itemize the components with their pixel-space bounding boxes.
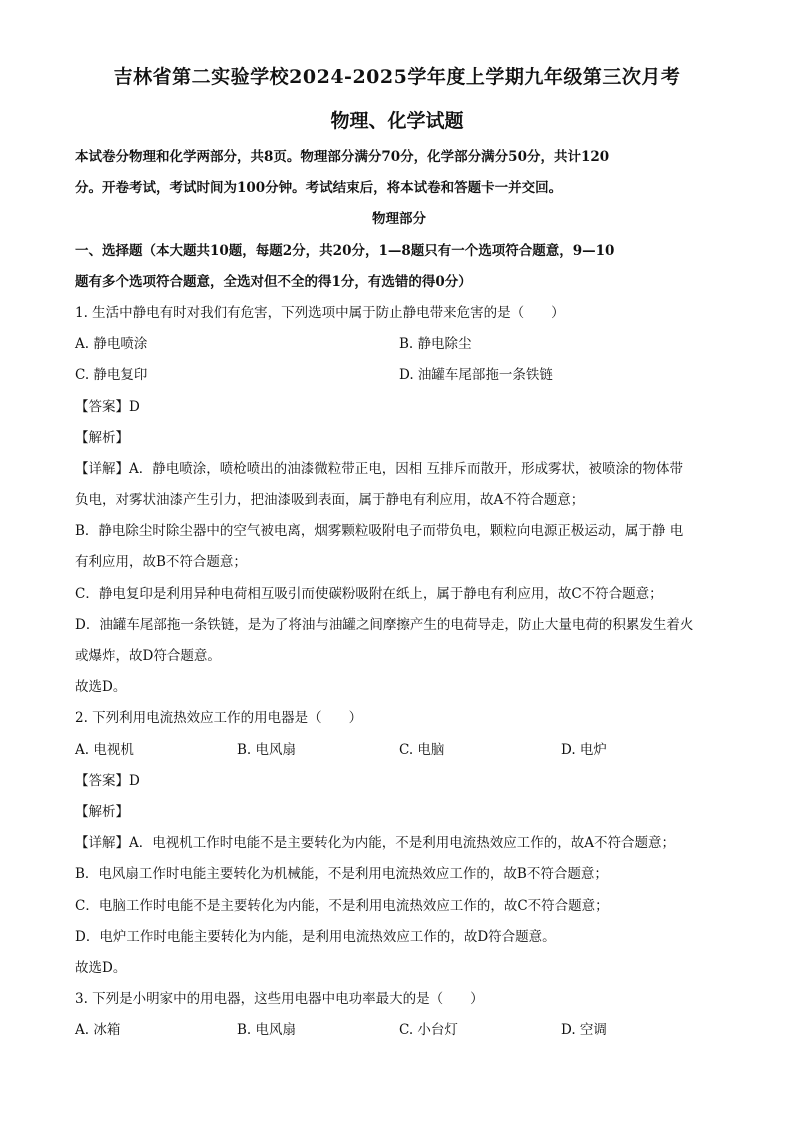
question-2-detail-line: D．电炉工作时电能主要转化为内能，是利用电流热效应工作的，故D符合题意。 bbox=[75, 928, 556, 945]
exam-subtitle: 物理、化学试题 bbox=[330, 110, 464, 132]
question-2-conclusion: 故选D。 bbox=[75, 959, 127, 976]
question-1-stem: 1. 生活中静电有时对我们有危害，下列选项中属于防止静电带来危害的是（ ） bbox=[75, 304, 565, 321]
question-1-conclusion: 故选D。 bbox=[75, 679, 127, 696]
question-1-detail-line: C．静电复印是利用异种电荷相互吸引而使碳粉吸附在纸上，属于静电有利应用，故C不符合题意； bbox=[75, 585, 663, 602]
question-1-option-a: A. 静电喷涂 bbox=[75, 336, 148, 353]
question-3-stem: 3. 下列是小明家中的用电器，这些用电器中电功率最大的是（ ） bbox=[75, 991, 484, 1008]
question-2-option-a: A. 电视机 bbox=[75, 741, 134, 758]
question-3-option-a: A. 冰箱 bbox=[75, 1022, 121, 1039]
question-1-answer: 【答案】D bbox=[75, 398, 140, 415]
question-2-option-d: D. 电炉 bbox=[561, 741, 607, 758]
question-1-option-d: D. 油罐车尾部拖一条铁链 bbox=[399, 367, 553, 384]
section-heading-line-2: 题有多个选项符合题意，全选对但不全的得1分，有选错的得0分） bbox=[75, 273, 472, 290]
question-2-detail-line: C．电脑工作时电能不是主要转化为内能，不是利用电流热效应工作的，故C不符合题意； bbox=[75, 897, 609, 914]
question-2-answer: 【答案】D bbox=[75, 772, 140, 789]
question-1-detail-line: 或爆炸，故D符合题意。 bbox=[75, 648, 221, 664]
section-heading-line-1: 一、选择题（本大题共10题，每题2分，共20分，1—8题只有一个选项符合题意，9—10 bbox=[75, 242, 615, 259]
question-2-analysis-label: 【解析】 bbox=[75, 803, 129, 820]
question-1-analysis-label: 【解析】 bbox=[75, 429, 129, 446]
question-3-option-c: C. 小台灯 bbox=[399, 1022, 458, 1039]
question-2-detail-line: B．电风扇工作时电能主要转化为机械能，不是利用电流热效应工作的，故B不符合题意； bbox=[75, 866, 608, 883]
question-1-options-row-1 bbox=[75, 329, 723, 360]
section-name: 物理部分 bbox=[372, 211, 426, 228]
question-2-options-row bbox=[75, 735, 723, 766]
question-2-option-b: B. 电风扇 bbox=[237, 741, 297, 758]
question-2-detail-line: 【详解】A．电视机工作时电能不是主要转化为内能，不是利用电流热效应工作的，故A不符合题意； bbox=[75, 835, 675, 852]
question-2-option-c: C. 电脑 bbox=[399, 741, 445, 758]
question-1-detail-line: 负电，对雾状油漆产生引力，把油漆吸到表面，属于静电有利应用，故A不符合题意； bbox=[75, 492, 585, 509]
question-3-options-row bbox=[75, 1015, 723, 1046]
question-1-option-c: C. 静电复印 bbox=[75, 367, 148, 384]
exam-title: 吉林省第二实验学校2024-2025学年度上学期九年级第三次月考 bbox=[113, 66, 681, 88]
question-2-stem: 2. 下列利用电流热效应工作的用电器是（ ） bbox=[75, 710, 363, 727]
question-1-option-b: B. 静电除尘 bbox=[399, 336, 472, 353]
question-3-option-d: D. 空调 bbox=[561, 1022, 607, 1039]
question-1-detail-line: B．静电除尘时除尘器中的空气被电离，烟雾颗粒吸附电子而带负电，颗粒向电源正极运动，属于静 电 bbox=[75, 523, 684, 540]
question-1-detail-line: 【详解】A．静电喷涂，喷枪喷出的油漆微粒带正电，因相 互排斥而散开，形成雾状，被喷涂的物体带 bbox=[75, 460, 684, 477]
question-1-detail-line: D．油罐车尾部拖一条铁链，是为了将油与油罐之间摩擦产生的电荷导走，防止大量电荷的积累发生着火 bbox=[75, 616, 694, 633]
intro-line-2: 分。开卷考试，考试时间为100分钟。考试结束后，将本试卷和答题卡一并交回。 bbox=[75, 180, 563, 197]
question-3-option-b: B. 电风扇 bbox=[237, 1022, 297, 1039]
exam-content bbox=[75, 142, 723, 1046]
question-1-detail-line: 有利应用，故B不符合题意； bbox=[75, 554, 247, 571]
question-1-options-row-2 bbox=[75, 360, 723, 391]
intro-line-1: 本试卷分物理和化学两部分，共8页。物理部分满分70分，化学部分满分50分，共计120 bbox=[75, 149, 610, 165]
